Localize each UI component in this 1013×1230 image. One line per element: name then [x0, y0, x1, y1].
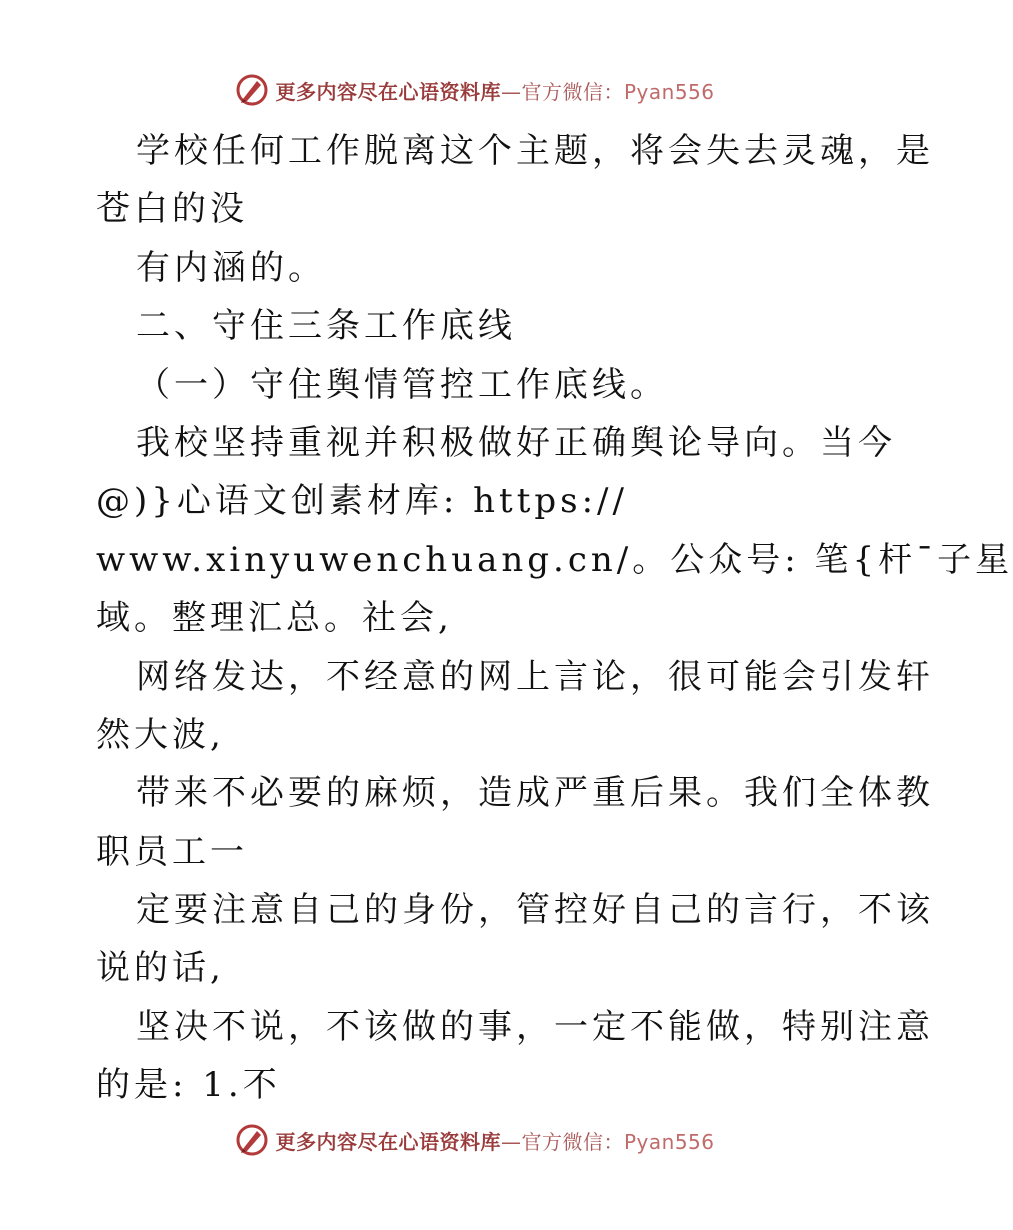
text-line: 我校坚持重视并积极做好正确舆论导向。当今 [136, 422, 896, 463]
text-line: 域。整理汇总。社会, [96, 598, 453, 639]
banner-text [275, 76, 714, 105]
text-line: 的是: 1.不 [96, 1065, 281, 1106]
text-line: 坚决不说，不该做的事，一定不能做，特别注意 [136, 1006, 934, 1047]
header-banner [0, 70, 950, 110]
banner-official: 官方微信： [521, 79, 624, 104]
pen-logo-icon [235, 73, 269, 107]
text-line: 定要注意自己的身份，管控好自己的言行，不该 [136, 890, 934, 931]
text-line: 网络发达，不经意的网上言论，很可能会引发轩 [136, 656, 934, 697]
banner-main: 更多内容尽在心语资料库 [275, 79, 501, 104]
text-line: 苍白的没 [96, 189, 248, 230]
text-line: 然大波, [96, 714, 225, 755]
text-line: @)}心语文创素材库: https:// [96, 481, 628, 522]
banner-wechat-id: Pyan556 [623, 79, 715, 104]
text-line: 学校任何工作脱离这个主题，将会失去灵魂，是 [136, 131, 934, 171]
subsection-heading: （一）守住舆情管控工作底线。 [136, 364, 668, 405]
banner-wechat-id: Pyan556 [623, 1129, 715, 1154]
banner-sep: — [500, 79, 522, 104]
url-line: www.xinyuwenchuang.cn/。公众号: 笔{杆¯子星 [96, 539, 1013, 580]
section-heading: 二、守住三条工作底线 [136, 306, 516, 347]
pen-logo-icon [235, 1123, 269, 1157]
footer-banner [0, 1120, 950, 1160]
banner-sep: — [500, 1129, 522, 1154]
text-line: 有内涵的。 [136, 247, 326, 288]
document-body [96, 122, 1013, 1115]
banner-main: 更多内容尽在心语资料库 [275, 1129, 501, 1154]
banner-official: 官方微信： [521, 1129, 624, 1154]
text-line: 职员工一 [96, 831, 248, 872]
text-line: 说的话, [96, 948, 225, 989]
text-line: 带来不必要的麻烦，造成严重后果。我们全体教 [136, 773, 934, 814]
banner-text [275, 1126, 714, 1155]
